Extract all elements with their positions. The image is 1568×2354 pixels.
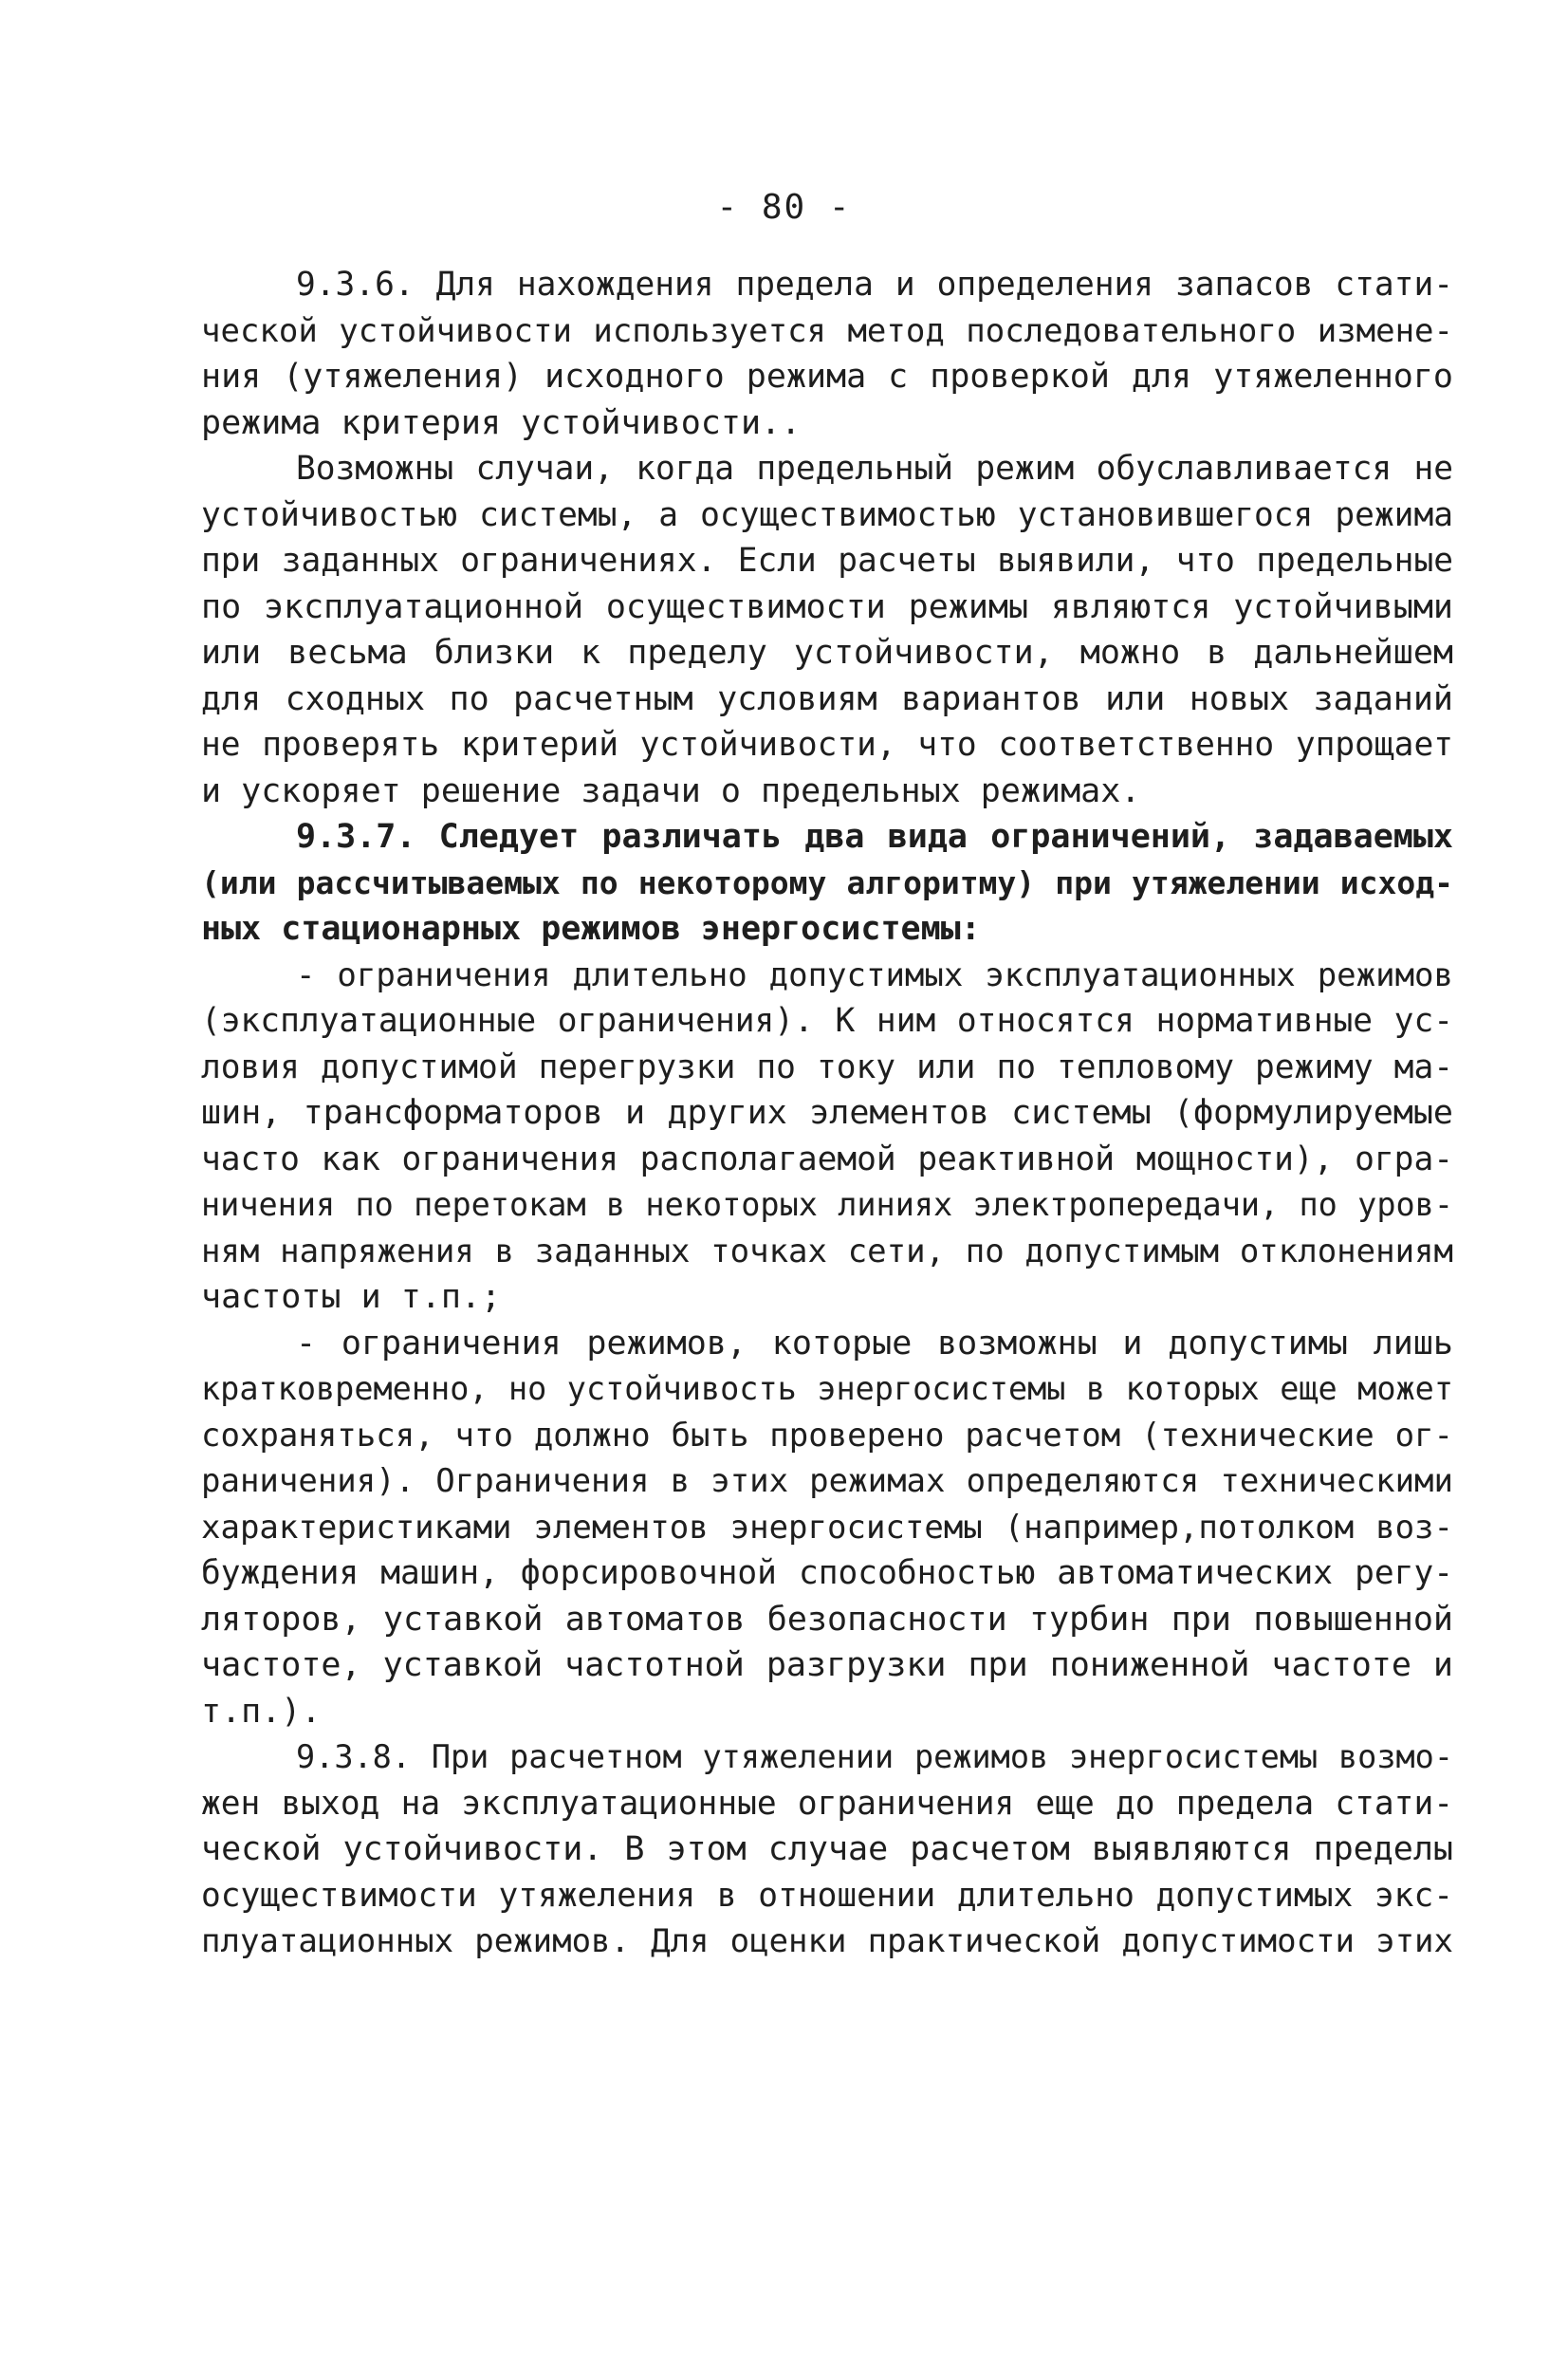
text-line: или весьма близки к пределу устойчивости, можно в дальнейшем: [201, 634, 1453, 672]
text-line: частоты и т.п.;: [201, 1278, 502, 1316]
text-line: по эксплуатационной осуществимости режимы являются устойчивыми: [201, 587, 1453, 626]
text-line: ничения по перетокам в некоторых линиях электропередачи, по уров-: [201, 1186, 1453, 1223]
text-line: при заданных ограничениях. Если расчеты выявили, что предельные: [201, 542, 1453, 580]
text-line: (или рассчитываемых по некоторому алгоритму) при утяжелении исход-: [201, 863, 1453, 901]
text-line: ных стационарных режимов энергосистемы:: [201, 910, 981, 948]
body-text: [201, 262, 1453, 1965]
text-line: ням напряжения в заданных точках сети, по допустимым отклонениям: [201, 1232, 1453, 1270]
text-line: раничения). Ограничения в этих режимах определяются техническими: [201, 1462, 1453, 1500]
text-line: ческой устойчивости. В этом случае расчетом выявляются пределы: [201, 1830, 1453, 1868]
text-line: частоте, уставкой частотной разгрузки при пониженной частоте и: [201, 1646, 1453, 1684]
text-line: 9.3.6. Для нахождения предела и определения запасов стати-: [296, 266, 1453, 304]
text-line: и ускоряет решение задачи о предельных режимах.: [201, 771, 1141, 810]
text-line: жен выход на эксплуатационные ограничения еще до предела стати-: [201, 1784, 1453, 1823]
text-line: - ограничения режимов, которые возможны и допустимы лишь: [296, 1324, 1453, 1362]
text-line: часто как ограничения располагаемой реактивной мощности), огра-: [201, 1140, 1453, 1178]
text-line: плуатационных режимов. Для оценки практической допустимости этих: [201, 1922, 1453, 1960]
text-line: ляторов, уставкой автоматов безопасности турбин при повышенной: [201, 1600, 1453, 1639]
text-line: устойчивостью системы, а осуществимостью установившегося режима: [201, 495, 1453, 534]
text-line: кратковременно, но устойчивость энергосистемы в которых еще может: [201, 1370, 1453, 1407]
text-line: режима критерия устойчивости..: [201, 403, 802, 442]
text-line: шин, трансформаторов и других элементов системы (формулируемые: [201, 1094, 1453, 1132]
text-line: буждения машин, форсировочной способностью автоматических регу-: [201, 1554, 1453, 1592]
text-line: - ограничения длительно допустимых эксплуатационных режимов: [296, 955, 1453, 994]
page-number: - 80 -: [716, 188, 852, 227]
text-line: т.п.).: [201, 1692, 322, 1731]
text-line: сохраняться, что должно быть проверено расчетом (технические ог-: [201, 1416, 1453, 1455]
text-line: осуществимости утяжеления в отношении длительно допустимых экс-: [201, 1876, 1453, 1915]
text-line: ния (утяжеления) исходного режима с проверкой для утяжеленного: [201, 358, 1453, 396]
text-line: ловия допустимой перегрузки по току или по тепловому режиму ма-: [201, 1047, 1453, 1086]
text-line: 9.3.7. Следует различать два вида ограничений, задаваемых: [296, 818, 1453, 856]
text-line: для сходных по расчетным условиям вариантов или новых заданий: [201, 679, 1453, 718]
text-line: не проверять критерий устойчивости, что соответственно упрощает: [201, 726, 1453, 764]
text-line: 9.3.8. При расчетном утяжелении режимов энергосистемы возмо-: [296, 1738, 1453, 1775]
text-line: ческой устойчивости используется метод последовательного измене-: [201, 311, 1453, 350]
text-line: характеристиками элементов энергосистемы (например,потолком воз-: [201, 1508, 1453, 1547]
text-line: Возможны случаи, когда предельный режим обуславливается не: [296, 450, 1453, 488]
text-line: (эксплуатационные ограничения). К ним относятся нормативные ус-: [201, 1002, 1453, 1040]
